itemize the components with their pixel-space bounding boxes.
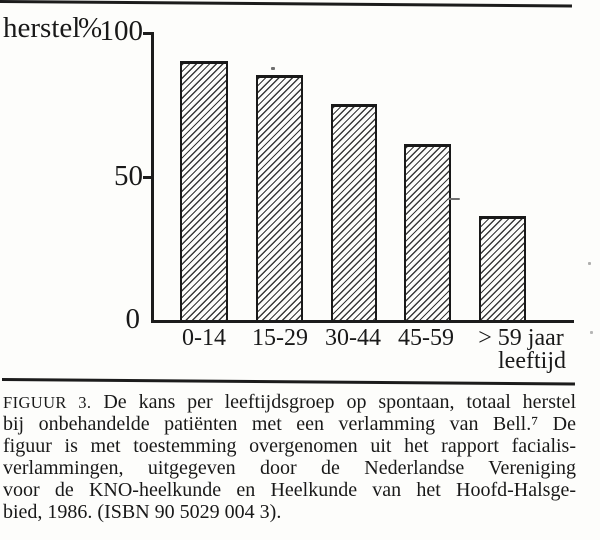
y-axis-title: herstel — [3, 12, 81, 44]
bar-30-44 — [331, 104, 377, 320]
bar-45-59 — [404, 144, 451, 320]
scan-speck — [590, 331, 593, 334]
x-axis-line — [151, 320, 574, 323]
y-tick-50 — [143, 176, 152, 179]
caption-text: De kans per leeftijdsgroep op spontaan, totaal herstel — [103, 391, 576, 413]
scan-speck — [588, 262, 591, 265]
scan-speck — [271, 67, 275, 70]
x-tick-label: 15-29 — [252, 325, 308, 351]
y-tick-label-50: 50 — [114, 160, 143, 192]
y-tick-label-0: 0 — [125, 303, 140, 335]
caption-line: bij onbehandelde patiënten met een verlamming van Bell.⁷ De — [3, 413, 576, 435]
x-tick-label: 0-14 — [182, 325, 226, 351]
x-tick-label: 45-59 — [398, 325, 454, 351]
x-tick-label: > 59 jaar — [478, 325, 564, 351]
y-tick-label-100: 100 — [99, 15, 143, 47]
bar-0-14 — [180, 61, 228, 320]
separator-rule — [2, 378, 575, 386]
x-tick-label: 30-44 — [325, 325, 381, 351]
x-axis-title: leeftijd — [498, 348, 566, 374]
caption-line: bied, 1986. (ISBN 90 5029 004 3). — [3, 501, 282, 523]
bar-> 59 jaar — [479, 216, 526, 320]
top-rule — [0, 0, 572, 7]
caption-line: figuur is met toestemming overgenomen uit het rapport facialis- — [3, 435, 576, 457]
caption-line: voor de KNO-heelkunde en Heelkunde van het Hoofd-Halsge- — [3, 479, 576, 501]
figure-label: FIGUUR 3. — [3, 393, 92, 412]
figure-caption — [3, 391, 576, 523]
y-axis-unit: % — [78, 12, 103, 44]
y-tick-100 — [143, 32, 152, 35]
bar-15-29 — [256, 75, 303, 320]
caption-line — [3, 391, 576, 413]
scan-speck — [448, 198, 460, 200]
caption-line: verlammingen, uitgegeven door de Nederlandse Vereniging — [3, 457, 576, 479]
